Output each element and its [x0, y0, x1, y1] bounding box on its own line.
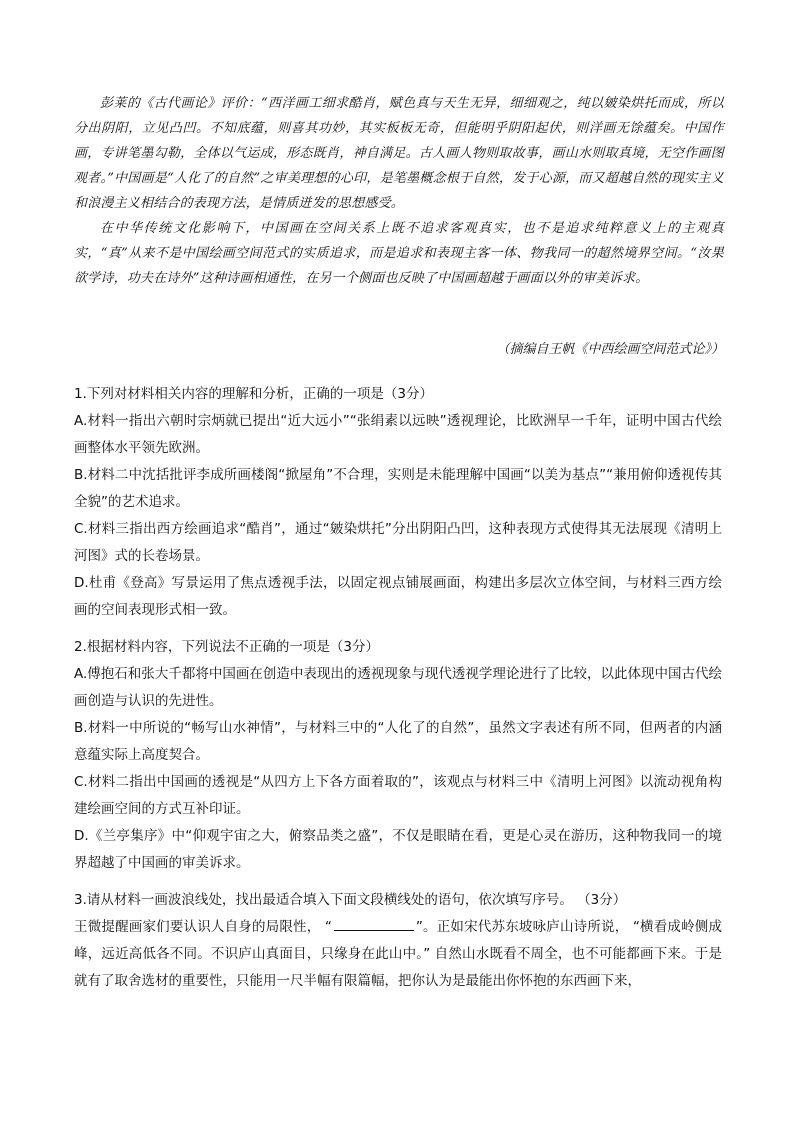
- question-stem: 3.请从材料一画波浪线处，找出最适合填入下面文段横线处的语句，依次填写序号。 （3分）: [74, 892, 627, 908]
- question-stem: 1.下列对材料相关内容的理解和分析，正确的一项是（3分）: [74, 386, 433, 402]
- question-stem: 2.根据材料内容，下列说法不正确的一项是（3分）: [74, 639, 379, 655]
- body-before-blank: 王微提醒画家们要认识人自身的局限性， “: [74, 919, 332, 935]
- answer-blank[interactable]: [334, 915, 414, 931]
- option-a: A.材料一指出六朝时宗炳就已提出“近大远小”“张绢素以远映”透视理论，比欧洲早一千年，证明中国古代绘画整体水平领先欧洲。: [74, 413, 722, 456]
- question-2: [74, 634, 722, 877]
- source-citation: （摘编自王帆《中西绘画空间范式论》）: [496, 342, 724, 357]
- question-1: [74, 381, 722, 624]
- question-body: [74, 914, 722, 995]
- material-paragraph: 彭莱的《古代画论》评价：“西洋画工细求酷肖，赋色真与天生无异，细细观之，纯以皴染烘托而成，所以分出阴阳，立见凸凹。不知底蕴，则喜其功妙，其实板板无奇，但能明乎阴阳起伏，则洋画无馀蕴矣。中国作画，专讲笔墨勾勒，全体以气运成，形态既肖，神自满足。古人画人物则取故事，画山水则取真境，无空作画图观者。”中国画是“人化了的自然”之审美理想的心印，是笔墨概念根于自然，发于心源，而又超越自然的现实主义和浪漫主义相结合的表现方法，是情质迸发的思想感受。: [74, 96, 724, 211]
- option-d: D.杜甫《登高》写景运用了焦点透视手法，以固定视点铺展画面，构建出多层次立体空间，与材料三西方绘画的空间表现形式相一致。: [74, 575, 722, 618]
- option-b: B.材料二中沈括批评李成所画楼阁“掀屋角”不合理，实则是未能理解中国画“以美为基点”“兼用俯仰透视传其全貌”的艺术追求。: [74, 467, 722, 510]
- question-list: [74, 381, 722, 1005]
- question-3: [74, 887, 722, 995]
- material-text: [74, 91, 724, 291]
- body-after-blank: ”。正如宋代苏东坡咏庐山诗所说， “横看成岭侧成峰，远近高低各不同。不识庐山真面目，只缘身在此山中。” 自然山水既看不周全，也不可能都画下来。于是就有了取舍选材的重要性，只能用一尺半幅有限篇幅，把你认为是最能出你怀抱的东西画下来，: [74, 919, 722, 989]
- option-b: B.材料一中所说的“畅写山水神情”，与材料三中的“人化了的自然”，虽然文字表述有所不同，但两者的内涵意蕴实际上高度契合。: [74, 720, 722, 763]
- material-paragraph: 在中华传统文化影响下，中国画在空间关系上既不追求客观真实，也不是追求纯粹意义上的主观真实，“真”从来不是中国绘画空间范式的实质追求，而是追求和表现主客一体、物我同一的超然境界空间。“汝果欲学诗，功夫在诗外”这种诗画相通性，在另一个侧面也反映了中国画超越于画面以外的审美诉求。: [74, 221, 724, 286]
- option-c: C.材料二指出中国画的透视是“从四方上下各方面着取的”，该观点与材料三中《清明上河图》以流动视角构建绘画空间的方式互补印证。: [74, 774, 722, 817]
- option-c: C.材料三指出西方绘画追求“酷肖”，通过“皴染烘托”分出阴阳凸凹，这种表现方式使得其无法展现《清明上河图》式的长卷场景。: [74, 521, 722, 564]
- option-d: D.《兰亭集序》中“仰观宇宙之大，俯察品类之盛”，不仅是眼睛在看，更是心灵在游历，这种物我同一的境界超越了中国画的审美诉求。: [74, 828, 722, 871]
- option-a: A.傅抱石和张大千都将中国画在创造中表现出的透视现象与现代透视学理论进行了比较，以此体现中国古代绘画创造与认识的先进性。: [74, 666, 722, 709]
